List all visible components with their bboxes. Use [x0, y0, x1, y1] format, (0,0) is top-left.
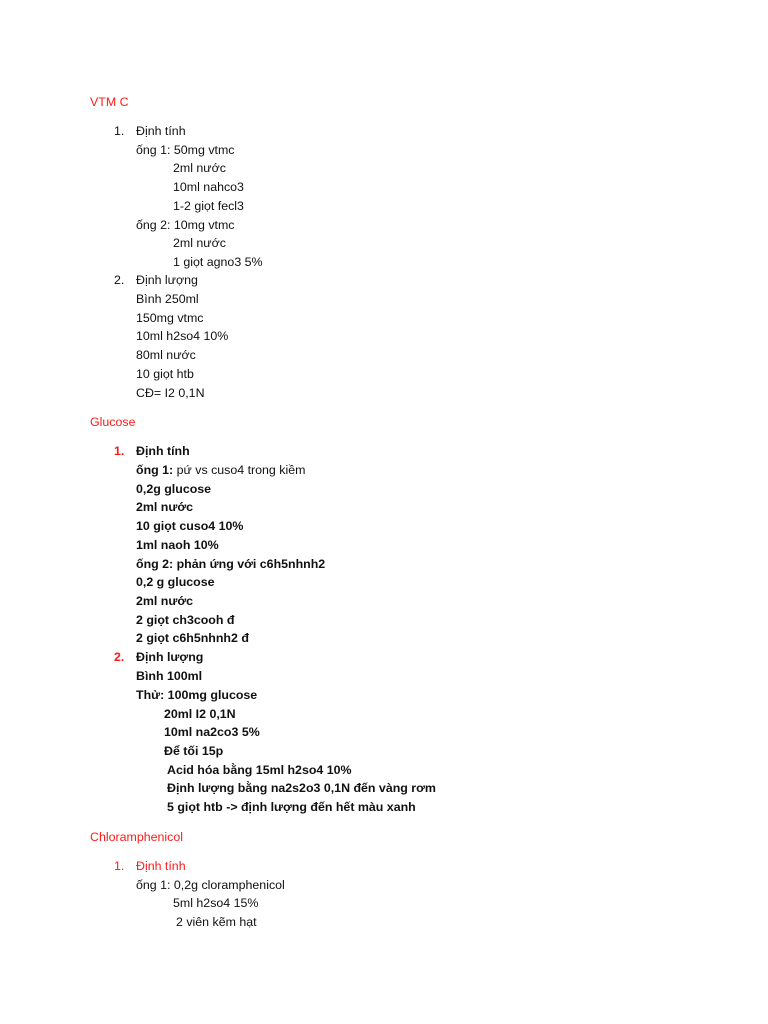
list-heading: Định lượng	[136, 273, 198, 287]
list-heading: Định lượng	[136, 650, 204, 664]
list-item: 0,2 g glucose	[136, 575, 215, 589]
list-item: 5 giọt htb -> định lượng đến hết màu xanh	[167, 800, 416, 814]
section-title-vtmc: VTM C	[90, 95, 129, 109]
list-item: Bình 250ml	[136, 292, 199, 306]
list-item: ống 1: 0,2g cloramphenicol	[136, 878, 285, 892]
list-item: ống 2: phản ứng với c6h5nhnh2	[136, 557, 326, 571]
list-heading: Định tính	[136, 444, 190, 458]
list-item: 80ml nước	[136, 348, 196, 362]
list-item: Thử: 100mg glucose	[136, 688, 258, 702]
list-item: ống 1: 50mg vtmc	[136, 143, 235, 157]
list-heading: Định tính	[136, 124, 186, 138]
list-item: 1 giọt agno3 5%	[173, 255, 263, 269]
list-item: 10ml nahco3	[173, 180, 244, 194]
list-item: 150mg vtmc	[136, 311, 204, 325]
section-title-glucose: Glucose	[90, 415, 136, 429]
list-item: 2ml nước	[173, 161, 226, 175]
list-item: 10 giọt cuso4 10%	[136, 519, 244, 533]
list-item: 0,2g glucose	[136, 482, 212, 496]
list-item: 2 giọt ch3cooh đ	[136, 613, 235, 627]
list-item: 2ml nước	[173, 236, 226, 250]
list-item: 2ml nước	[136, 594, 194, 608]
list-number: 2.	[114, 650, 125, 664]
list-item: Bình 100ml	[136, 669, 203, 683]
section-title-chloramphenicol: Chloramphenicol	[90, 830, 183, 844]
list-heading: Định tính	[136, 859, 186, 873]
list-item: Định lượng bằng na2s2o3 0,1N đến vàng rơm	[167, 781, 436, 795]
list-number: 2.	[114, 273, 125, 287]
list-item: Để tối 15p	[164, 744, 224, 758]
list-item: 20ml I2 0,1N	[164, 707, 236, 721]
list-item: 10ml na2co3 5%	[164, 725, 260, 739]
list-item: 1ml naoh 10%	[136, 538, 219, 552]
list-item: 2 giọt c6h5nhnh2 đ	[136, 631, 249, 645]
list-item: CĐ= I2 0,1N	[136, 386, 205, 400]
list-item: 1-2 giọt fecl3	[173, 199, 244, 213]
list-item: 10ml h2so4 10%	[136, 329, 229, 343]
list-item: ống 2: 10mg vtmc	[136, 218, 235, 232]
list-number: 1.	[114, 444, 125, 458]
list-item: 10 giọt htb	[136, 367, 194, 381]
ong1-label: ống 1:	[136, 463, 174, 477]
list-item	[136, 463, 305, 478]
list-number: 1.	[114, 124, 125, 138]
list-item: 2ml nước	[136, 500, 194, 514]
list-item: 5ml h2so4 15%	[173, 896, 259, 910]
ong1-text: pứ vs cuso4 trong kiềm	[173, 463, 306, 477]
list-item: Acid hóa bằng 15ml h2so4 10%	[167, 763, 352, 777]
list-number: 1.	[114, 859, 125, 873]
list-item: 2 viên kẽm hạt	[176, 915, 257, 929]
